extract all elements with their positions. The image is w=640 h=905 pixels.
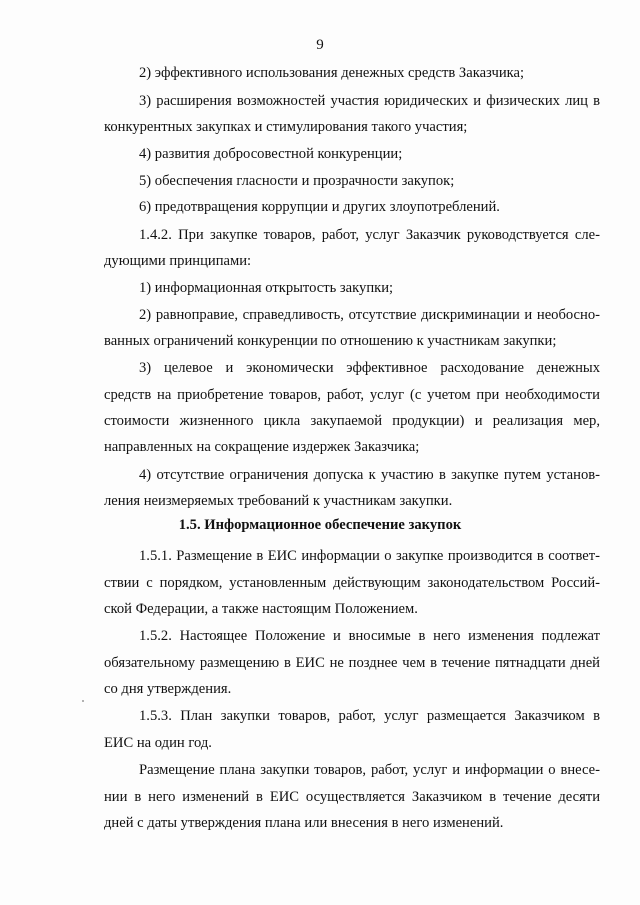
- text-line: направленных на сокращение издержек Заказчика;: [104, 439, 420, 455]
- text-line: Размещение плана закупки товаров, работ, услуг и информации о внесе-: [139, 762, 600, 778]
- text-line: 1.5.1. Размещение в ЕИС информации о закупке производится в соответ-: [139, 548, 600, 564]
- text-line: со дня утверждения.: [104, 681, 232, 697]
- text-line: нии в него изменений в ЕИС осуществляется Заказчиком в течение десяти: [104, 789, 600, 805]
- text-line: средств на приобретение товаров, работ, услуг (с учетом при необходимости: [104, 387, 600, 403]
- text-line: дующими принципами:: [104, 253, 252, 269]
- text-line: 1.4.2. При закупке товаров, работ, услуг Заказчик руководствуется сле-: [139, 227, 600, 243]
- text-line: стоимости жизненного цикла закупаемой продукции) и реализация мер,: [104, 413, 600, 429]
- text-line: 3) целевое и экономически эффективное расходование денежных: [139, 360, 600, 376]
- text-line: 1) информационная открытость закупки;: [139, 280, 394, 296]
- text-line: 4) развития добросовестной конкуренции;: [139, 146, 403, 162]
- text-line: обязательному размещению в ЕИС не позднее чем в течение пятнадцати дней: [104, 655, 600, 671]
- text-line: ванных ограничений конкуренции по отношению к участникам закупки;: [104, 333, 557, 349]
- text-line: 4) отсутствие ограничения допуска к участию в закупке путем установ-: [139, 467, 600, 483]
- text-line: конкурентных закупках и стимулирования такого участия;: [104, 119, 468, 135]
- text-line: дней с даты утверждения плана или внесения в него изменений.: [104, 815, 504, 831]
- section-heading: 1.5. Информационное обеспечение закупок: [178, 517, 462, 533]
- text-line: ствии с порядком, установленным действующим законодательством Россий-: [104, 575, 600, 591]
- text-line: 3) расширения возможностей участия юридических и физических лиц в: [139, 93, 600, 109]
- scan-speck: [82, 700, 84, 702]
- text-line: ления неизмеряемых требований к участникам закупки.: [104, 493, 453, 509]
- text-line: ЕИС на один год.: [104, 735, 212, 751]
- text-line: ской Федерации, а также настоящим Положением.: [104, 601, 418, 617]
- page-number: 9: [316, 37, 324, 53]
- text-line: 5) обеспечения гласности и прозрачности закупок;: [139, 173, 455, 189]
- text-line: 6) предотвращения коррупции и других злоупотреблений.: [139, 199, 500, 215]
- text-line: 2) эффективного использования денежных средств Заказчика;: [139, 65, 525, 81]
- text-line: 1.5.2. Настоящее Положение и вносимые в него изменения подлежат: [139, 628, 600, 644]
- text-line: 2) равноправие, справедливость, отсутствие дискриминации и необосно-: [139, 307, 600, 323]
- text-line: 1.5.3. План закупки товаров, работ, услуг размещается Заказчиком в: [139, 708, 600, 724]
